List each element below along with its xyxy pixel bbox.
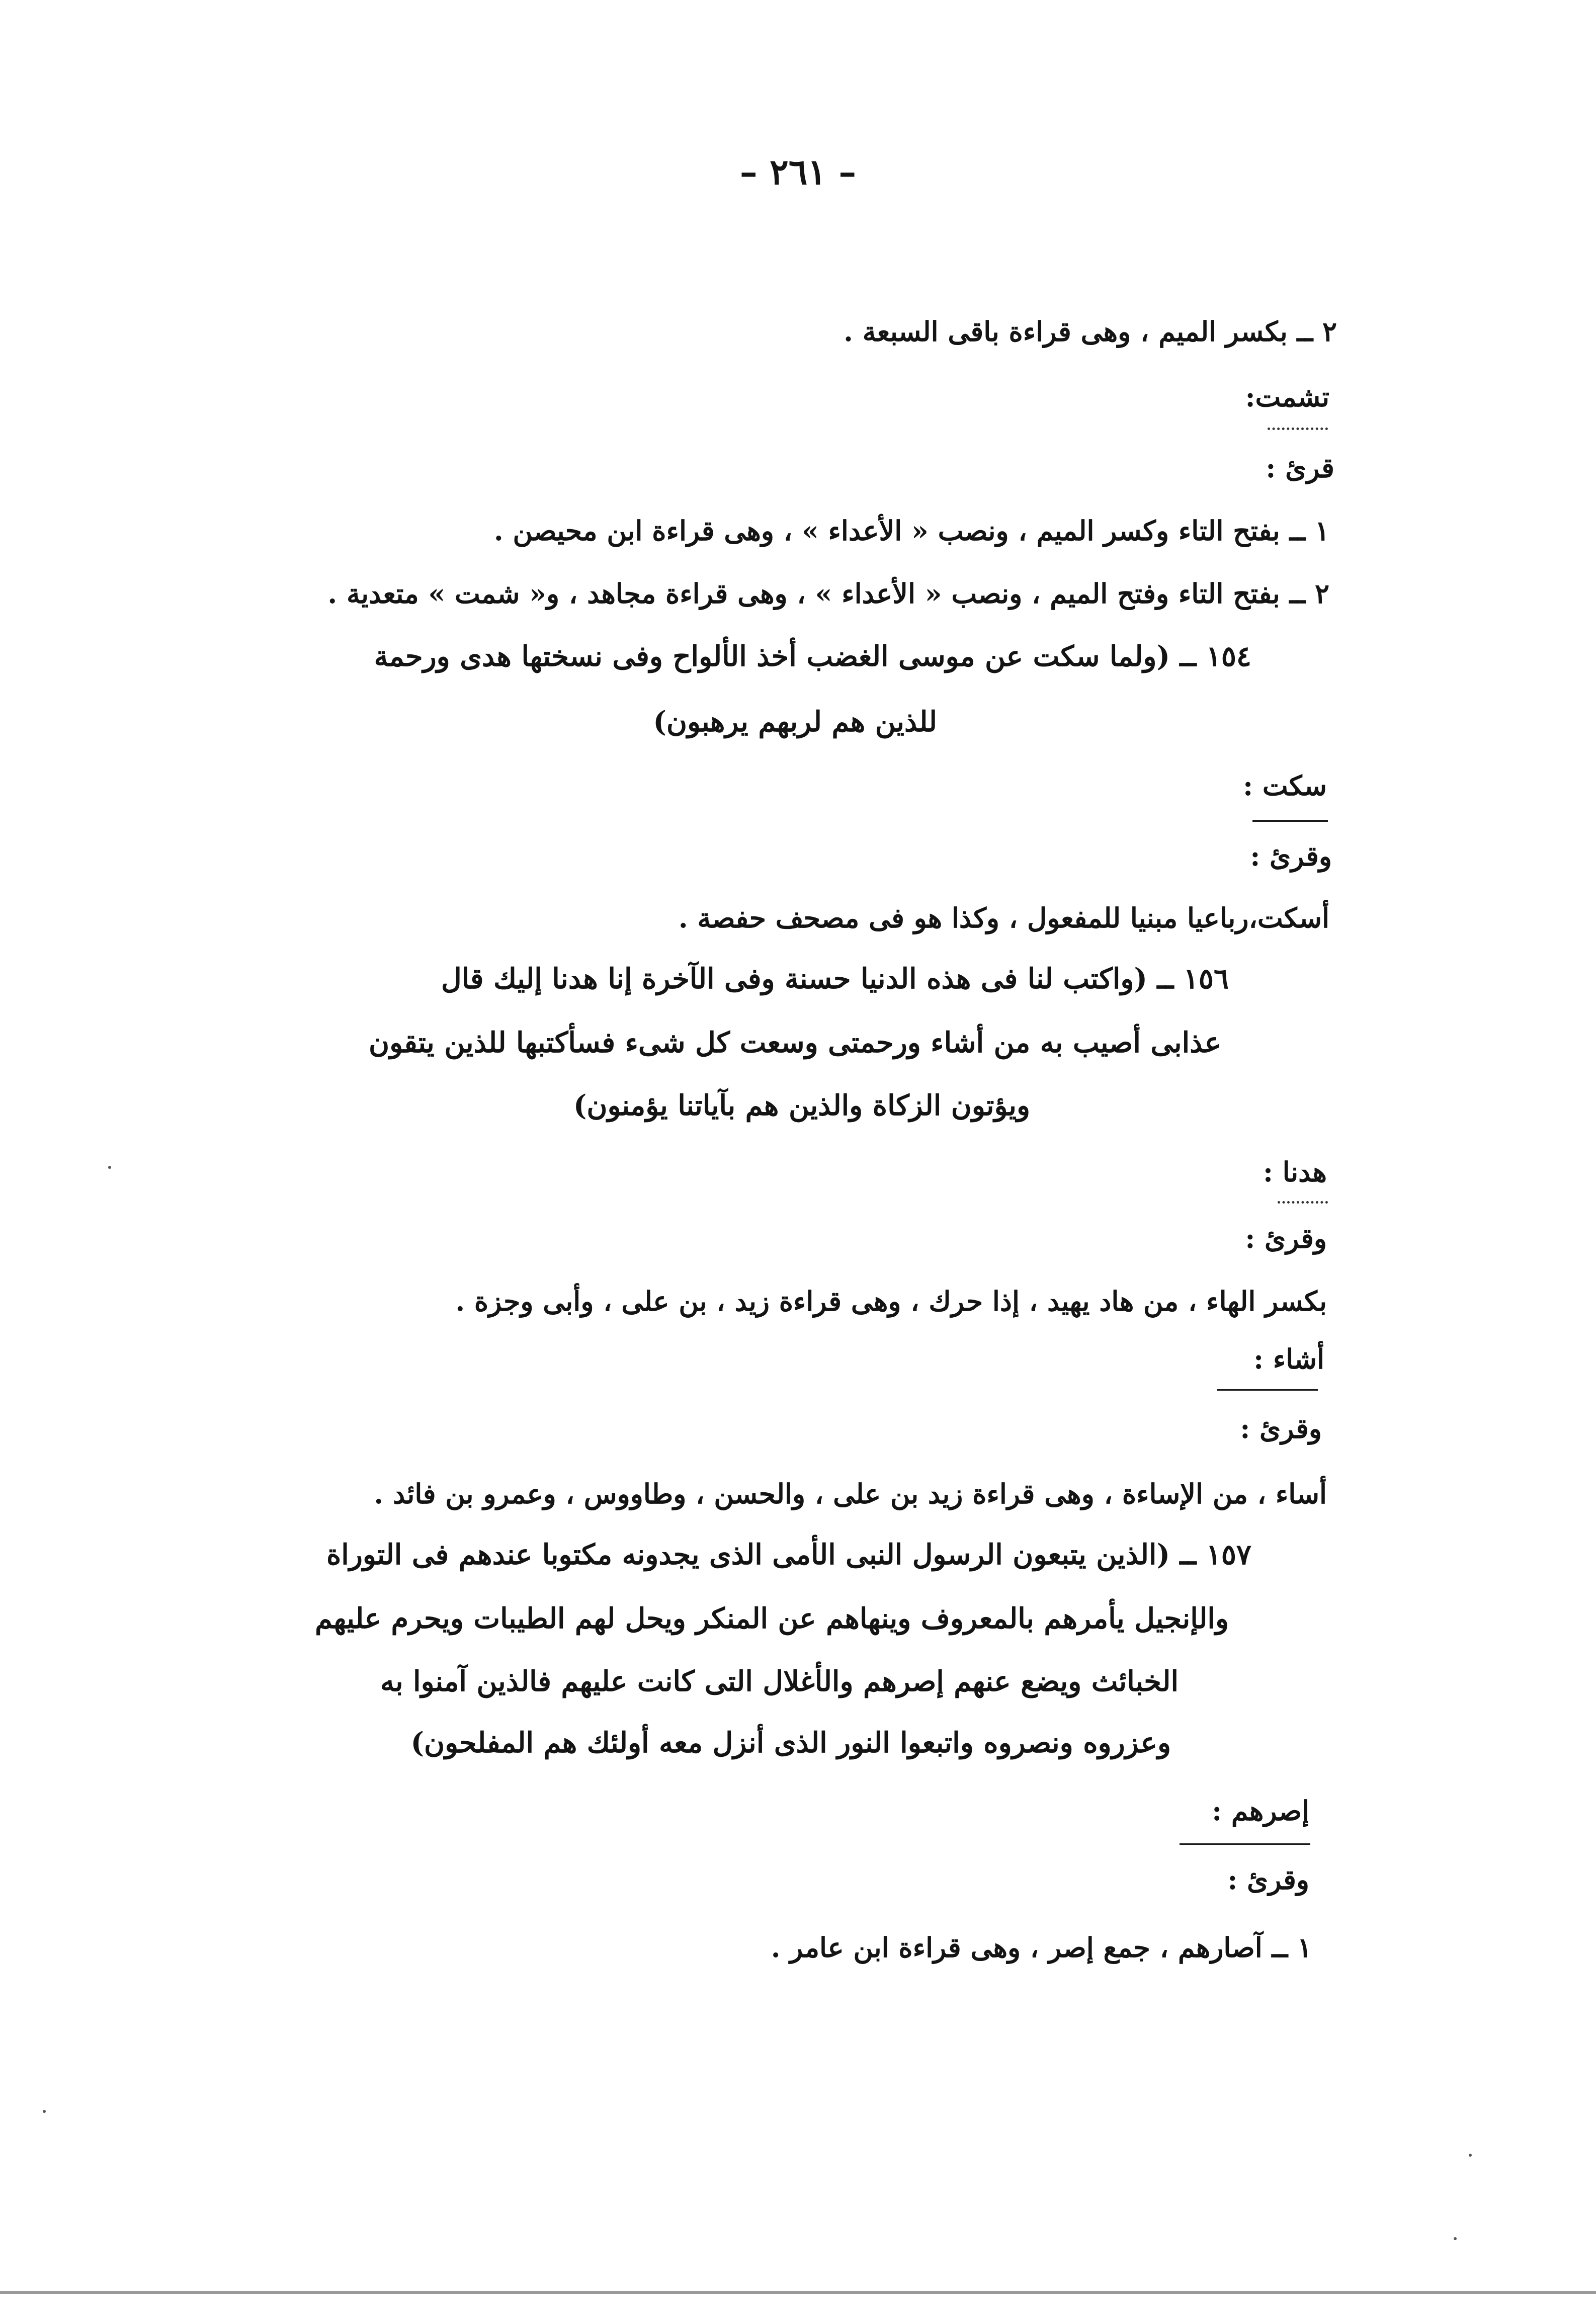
verse-157-line-3: الخبائث ويضع عنهم إصرهم والأغلال التى كانت عليهم فالذين آمنوا به (380, 1665, 1179, 1698)
verse-157-line-2: والإنجيل يأمرهم بالمعروف وينهاهم عن المنكر ويحل لهم الطيبات ويحرم عليهم (315, 1602, 1229, 1635)
verse-156-line-1: ١٥٦ ــ (واكتب لنا فى هذه الدنيا حسنة وفى الآخرة إنا هدنا إليك قال (441, 962, 1229, 995)
heading-underline (1217, 1389, 1318, 1391)
heading-tushmit: تشمت: (1245, 381, 1329, 413)
heading-underline (1252, 820, 1328, 822)
heading-israhum: إصرهم : (1212, 1795, 1309, 1827)
verse-156-line-3: ويؤتون الزكاة والذين هم بآياتنا يؤمنون) (573, 1089, 1030, 1122)
text-line-asarahum-reading: ١ ــ آصارهم ، جمع إصر ، وهى قراءة ابن عامر . (771, 1931, 1312, 1964)
page-number: – ٢٦١ – (739, 151, 857, 193)
verse-154-line-2: للذين هم لربهم يرهبون) (653, 705, 937, 738)
heading-underline (1278, 1201, 1328, 1204)
label-wa-quri: وقرئ : (1227, 1863, 1309, 1896)
verse-156-line-2: عذابى أصيب به من أشاء ورحمتى وسعت كل شىء فسأكتبها للذين يتقون (368, 1026, 1221, 1059)
scan-speck (43, 2110, 46, 2113)
label-wa-quri: وقرئ : (1250, 840, 1332, 872)
label-quri: قرئ : (1266, 452, 1334, 484)
text-line-readings-end: ٢ ــ بكسر الميم ، وهى قراءة باقى السبعة . (844, 315, 1337, 348)
text-line-asa-reading: أساء ، من الإساءة ، وهى قراءة زيد بن على ، والحسن ، وطاووس ، وعمرو بن فائد . (374, 1478, 1327, 1510)
label-wa-quri: وقرئ : (1240, 1412, 1322, 1444)
heading-sakata: سكت : (1243, 770, 1327, 802)
text-line-reading-1: ١ ــ بفتح التاء وكسر الميم ، ونصب « الأعداء » ، وهى قراءة ابن محيصن . (493, 515, 1329, 547)
text-line-hudna-reading: بكسر الهاء ، من هاد يهيد ، إذا حرك ، وهى قراءة زيد ، بن على ، وأبى وجزة . (455, 1285, 1327, 1317)
scan-speck (1454, 2237, 1457, 2240)
scan-speck (108, 1166, 111, 1169)
verse-157-line-1: ١٥٧ ــ (الذين يتبعون الرسول النبى الأمى الذى يجدونه مكتوبا عندهم فى التوراة (326, 1538, 1251, 1571)
text-line-reading-2: ٢ ــ بفتح التاء وفتح الميم ، ونصب « الأعداء » ، وهى قراءة مجاهد ، و« شمت » متعدية . (327, 577, 1329, 610)
heading-underline (1180, 1843, 1310, 1845)
verse-157-line-4: وعزروه ونصروه واتبعوا النور الذى أنزل معه أولئك هم المفلحون) (410, 1726, 1171, 1759)
heading-underline (1268, 428, 1328, 430)
label-wa-quri: وقرئ : (1245, 1222, 1327, 1254)
verse-154-line-1: ١٥٤ ــ (ولما سكت عن موسى الغضب أخذ الألواح وفى نسختها هدى ورحمة (374, 640, 1251, 673)
scan-speck (1469, 2154, 1472, 2157)
page-bottom-edge (0, 2291, 1596, 2294)
heading-hudna: هدنا : (1263, 1156, 1327, 1188)
heading-asha: أشاء : (1253, 1343, 1324, 1375)
text-line-uskita: أسكت،رباعيا مبنيا للمفعول ، وكذا هو فى مصحف حفصة . (678, 902, 1329, 934)
